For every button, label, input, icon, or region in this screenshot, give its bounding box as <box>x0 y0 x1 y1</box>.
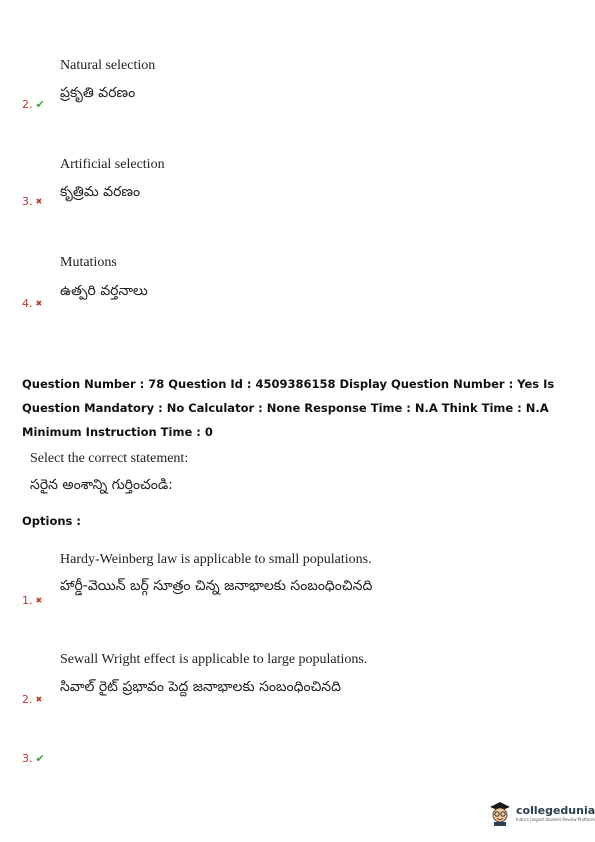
question-telugu: సరైన అంశాన్ని గుర్తించండి: <box>30 477 173 493</box>
check-icon: ✔ <box>35 752 45 765</box>
option-3-number[interactable]: 3. ✖ <box>22 195 43 208</box>
cross-icon: ✖ <box>35 299 43 308</box>
option-1-english: Hardy-Weinberg law is applicable to small populations. <box>60 552 372 567</box>
option-3-english: Artificial selection <box>60 157 165 172</box>
option-2b-english: Sewall Wright effect is applicable to large populations. <box>60 652 368 667</box>
option-2-english: Natural selection <box>60 58 156 73</box>
option-4-english: Mutations <box>60 255 117 270</box>
option-2b-number[interactable]: 2. ✖ <box>22 693 43 706</box>
option-2b-telugu: సివాల్ రైట్ ప్రభావం పెద్ద జనాభాలకు సంబంధించినది <box>60 679 342 695</box>
cross-icon: ✖ <box>35 197 43 206</box>
student-mascot-icon <box>488 800 512 826</box>
option-3-telugu: కృత్రిమ వరణం <box>60 184 141 200</box>
option-1-number[interactable]: 1. ✖ <box>22 594 43 607</box>
cross-icon: ✖ <box>35 695 43 704</box>
question-meta: Question Number : 78 Question Id : 4509386158 Display Question Number : Yes Is Question Mandatory : No Calculator : None Response Time : N.A Think Time : N.A Minimum Instruction Time : 0 <box>22 377 555 439</box>
check-icon: ✔ <box>35 98 45 111</box>
option-2-telugu: ప్రకృతి వరణం <box>60 85 136 101</box>
cross-icon: ✖ <box>35 596 43 605</box>
option-4-number[interactable]: 4. ✖ <box>22 297 43 310</box>
option-4-telugu: ఉత్పరి వర్తనాలు <box>60 283 148 299</box>
option-2-number[interactable]: 2. ✔ <box>22 98 45 111</box>
options-label: Options : <box>22 514 81 528</box>
logo-tagline: India's largest Student Review Platform <box>516 817 595 822</box>
question-english: Select the correct statement: <box>30 451 189 466</box>
option-3b-number[interactable]: 3. ✔ <box>22 752 45 765</box>
option-1-telugu: హార్డీ-వెయిన్ బర్గ్ సూత్రం చిన్న జనాభాలకు సంబంధించినది <box>60 578 373 594</box>
collegedunia-logo[interactable] <box>488 800 595 826</box>
logo-name: collegedunia <box>516 804 595 817</box>
